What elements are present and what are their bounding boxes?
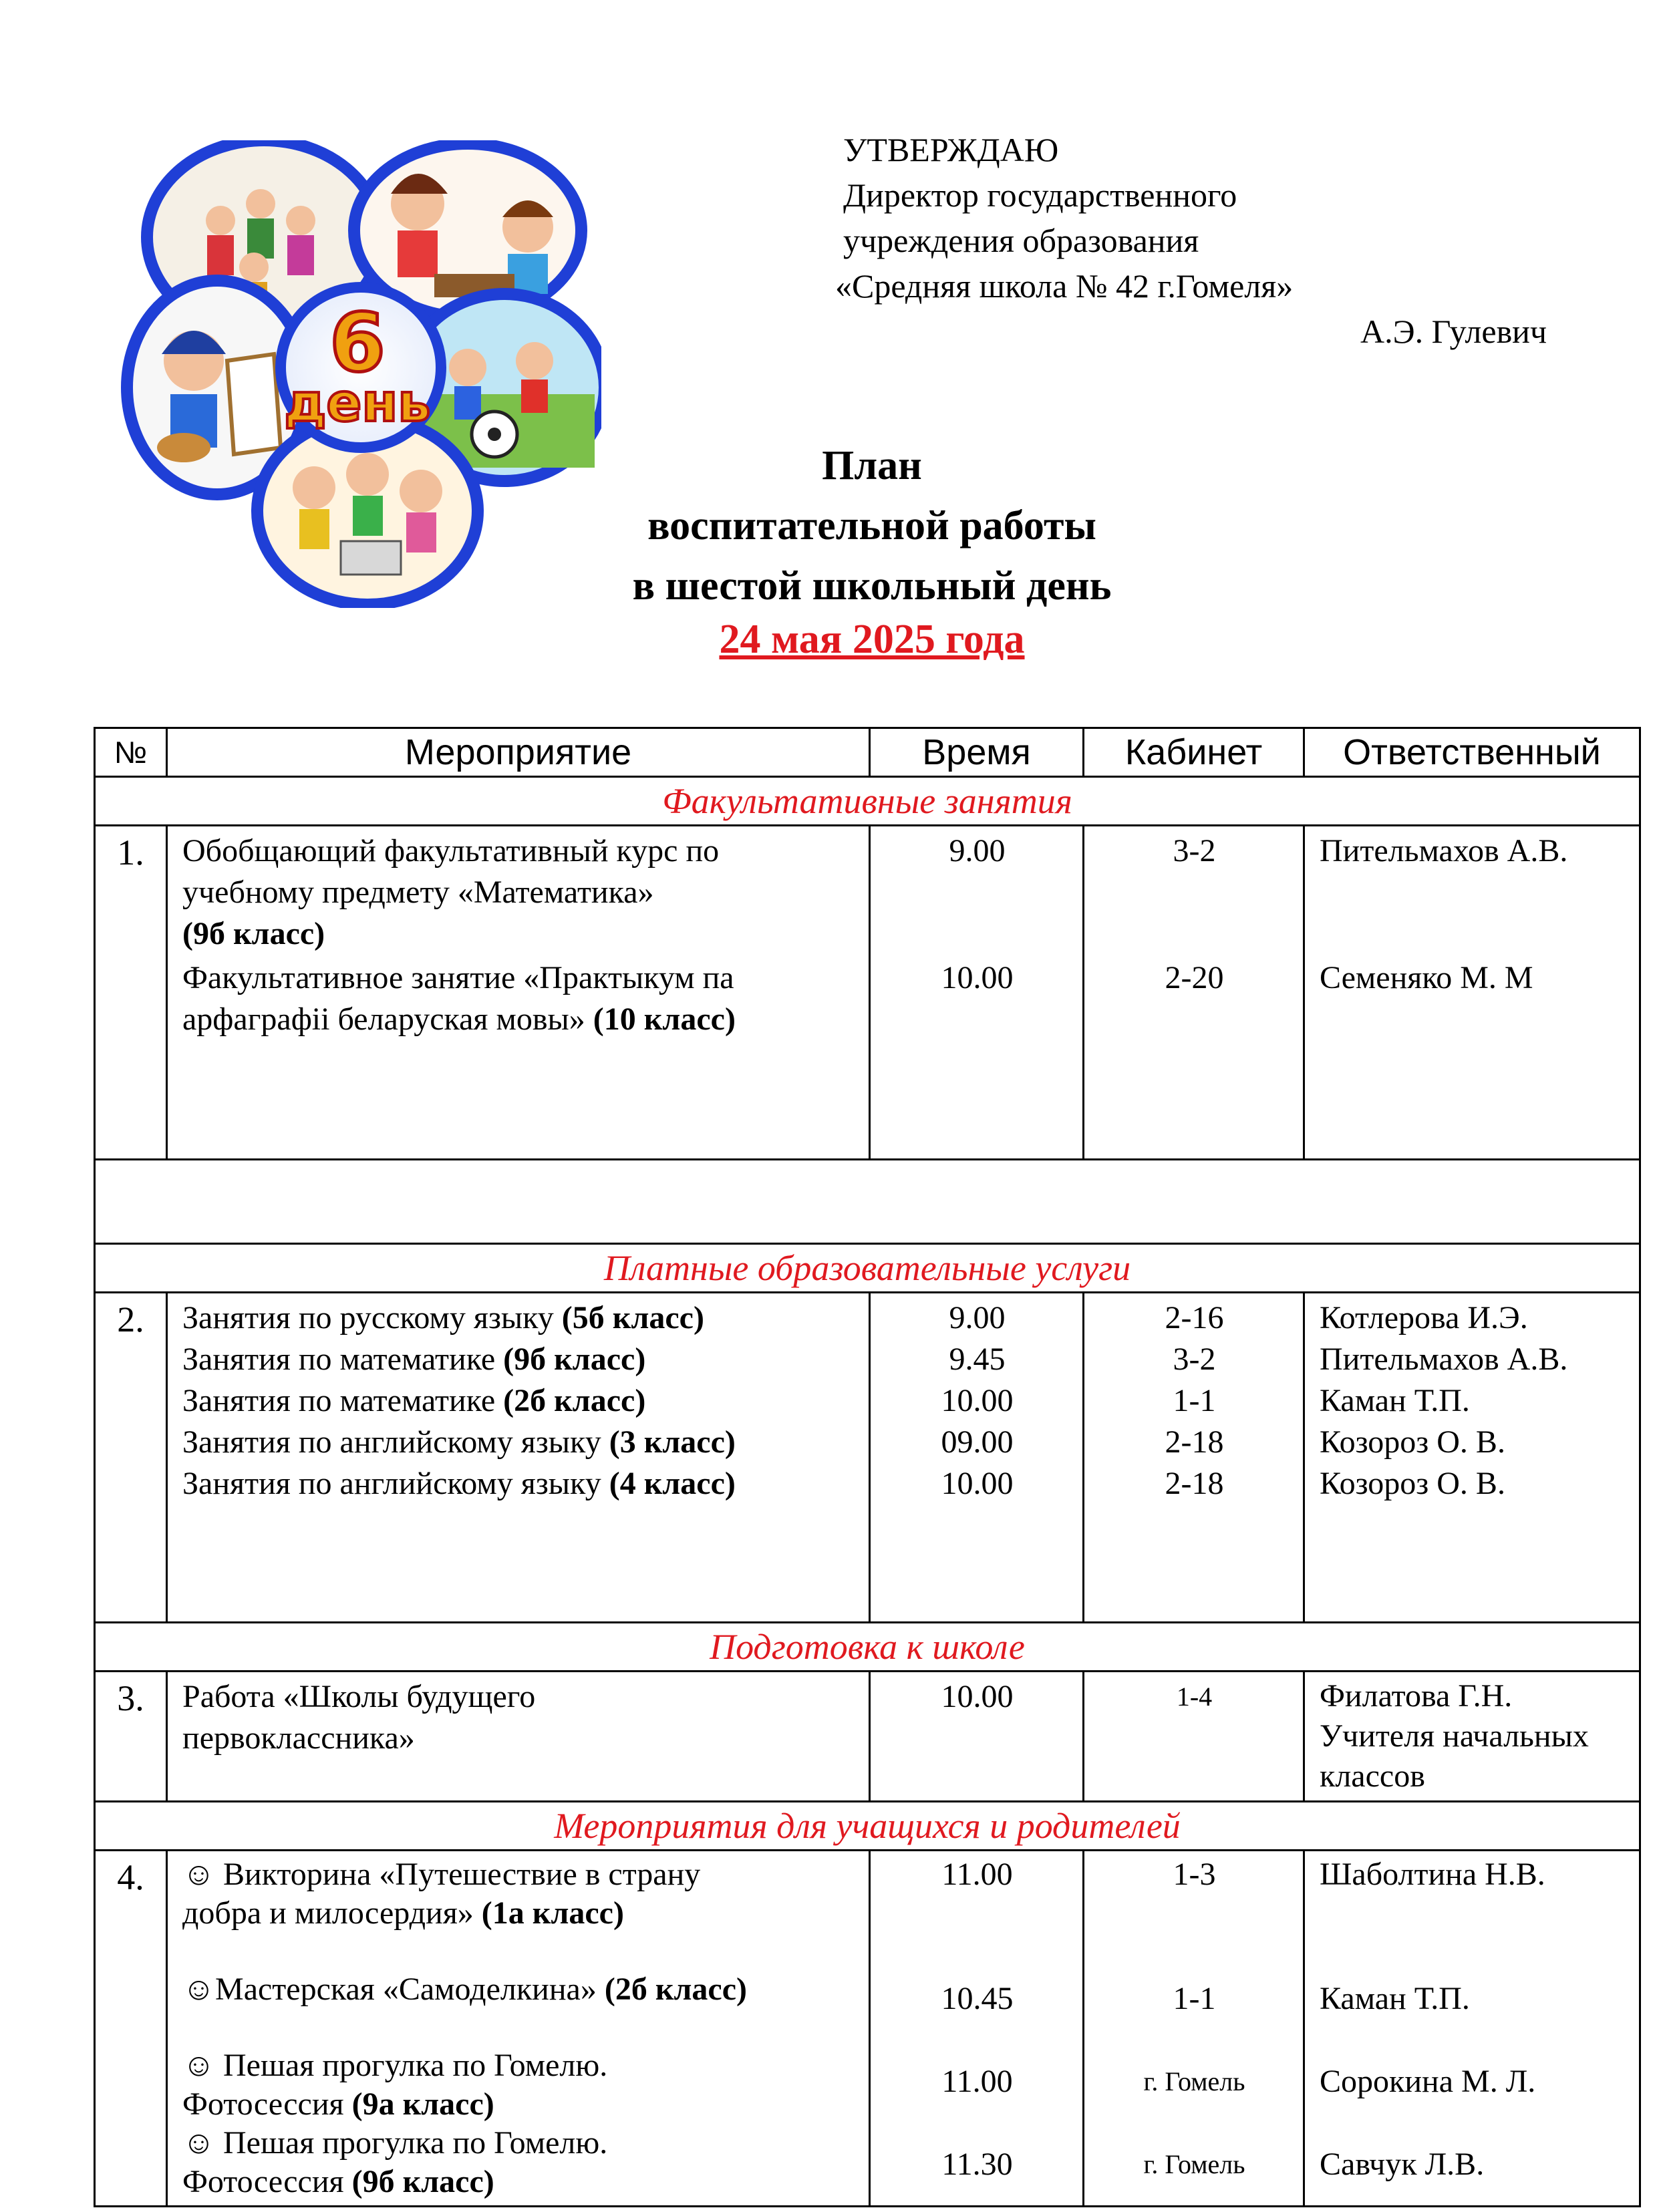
event-time: 9.00 <box>949 1300 1006 1335</box>
room-cell <box>1084 826 1304 1160</box>
section-heading-row <box>95 1802 1640 1851</box>
event-person: Сорокина М. Л. <box>1320 2064 1536 2099</box>
header-time: Время <box>870 728 1084 777</box>
event-time: 10.00 <box>941 960 1014 995</box>
approval-line-1: Директор государственного <box>843 176 1237 214</box>
event-text: Фотосессия <box>182 2164 344 2199</box>
event-text: Факультативное занятие «Практыкум па <box>182 960 734 995</box>
event-room: г. Гомель <box>1143 2149 1245 2179</box>
event-room: 1-1 <box>1173 1383 1216 1418</box>
event-text: арфаграфіі беларуская мовы» <box>182 1001 585 1037</box>
event-person: Семеняко М. М <box>1320 960 1533 995</box>
event-class: (3 класс) <box>601 1424 736 1460</box>
event-room: г. Гомель <box>1143 2066 1245 2096</box>
event-cell <box>167 826 870 1160</box>
event-time: 9.45 <box>949 1341 1006 1377</box>
plan-table <box>94 727 1641 2207</box>
event-text: Занятия по английскому языку <box>182 1424 601 1460</box>
approval-signer: А.Э. Гулевич <box>1360 313 1547 350</box>
event-person: Учителя начальных <box>1320 1718 1589 1754</box>
event-person: Савчук Л.В. <box>1320 2147 1485 2182</box>
event-person: Козороз О. В. <box>1320 1424 1505 1460</box>
event-cell <box>167 1851 870 2207</box>
event-person: Каман Т.П. <box>1320 1383 1470 1418</box>
row-number: 2. <box>95 1293 167 1623</box>
event-person: Шаболтина Н.В. <box>1320 1857 1545 1892</box>
event-cell <box>167 1672 870 1802</box>
event-cell <box>167 1293 870 1623</box>
event-person: Пительмахов А.В. <box>1320 833 1568 868</box>
responsible-cell <box>1304 1293 1640 1623</box>
approval-line-2: учреждения образования <box>843 222 1199 259</box>
room-cell <box>1084 1851 1304 2207</box>
event-room: 2-20 <box>1165 960 1224 995</box>
approval-heading: УТВЕРЖДАЮ <box>843 131 1059 168</box>
event-text: Обобщающий факультативный курс по <box>182 833 720 868</box>
table-header-row <box>95 728 1640 777</box>
time-cell <box>870 1293 1084 1623</box>
event-time: 11.00 <box>941 1857 1013 1892</box>
event-text: Работа «Школы будущего <box>182 1679 536 1714</box>
approval-line-3: «Средняя школа № 42 г.Гомеля» <box>835 267 1294 305</box>
event-text: Занятия по английскому языку <box>182 1466 601 1501</box>
header-room: Кабинет <box>1084 728 1304 777</box>
event-class: (5б класс) <box>553 1300 704 1335</box>
event-text: ☺ Пешая прогулка по Гомелю. <box>182 2125 608 2161</box>
title-line-3: в шестой школьный день <box>632 563 1112 609</box>
section-title: Факультативные занятия <box>95 777 1640 826</box>
event-time: 11.30 <box>941 2147 1013 2182</box>
event-person: Каман Т.П. <box>1320 1981 1470 2016</box>
event-person: классов <box>1320 1758 1425 1794</box>
row-number: 3. <box>95 1672 167 1802</box>
responsible-cell <box>1304 826 1640 1160</box>
event-time: 11.00 <box>941 2064 1013 2099</box>
time-cell <box>870 1851 1084 2207</box>
table-row <box>95 1293 1640 1623</box>
event-time: 10.00 <box>941 1466 1014 1501</box>
event-class: (9б класс) <box>495 1341 646 1377</box>
logo-number: 6 <box>329 297 386 390</box>
event-text: Занятия по русскому языку <box>182 1300 554 1335</box>
room-cell <box>1084 1293 1304 1623</box>
section-title: Мероприятия для учащихся и родителей <box>95 1802 1640 1851</box>
event-text: первоклассника» <box>182 1720 415 1756</box>
title-date: 24 мая 2025 года <box>719 617 1025 662</box>
event-person: Козороз О. В. <box>1320 1466 1505 1501</box>
event-class: (9б класс) <box>182 916 325 951</box>
section-title: Подготовка к школе <box>95 1623 1640 1672</box>
event-room: 1-1 <box>1173 1981 1216 2016</box>
logo-center <box>281 287 441 448</box>
event-class: (9а класс) <box>343 2086 494 2122</box>
time-cell <box>870 826 1084 1160</box>
time-cell <box>870 1672 1084 1802</box>
event-room: 3-2 <box>1173 833 1216 868</box>
event-person: Филатова Г.Н. <box>1320 1678 1513 1714</box>
table-row <box>95 1672 1640 1802</box>
responsible-cell <box>1304 1672 1640 1802</box>
header-responsible: Ответственный <box>1304 728 1640 777</box>
event-text: Фотосессия <box>182 2086 344 2122</box>
title-line-2: воспитательной работы <box>647 503 1096 548</box>
header-number: № <box>95 728 167 777</box>
event-room: 1-3 <box>1173 1857 1216 1892</box>
event-text: добра и милосердия» <box>182 1895 474 1931</box>
event-class: (2б класс) <box>596 1971 748 2007</box>
event-text: учебному предмету «Математика» <box>182 875 654 910</box>
event-class: (2б класс) <box>495 1383 646 1418</box>
event-time: 10.45 <box>941 1981 1014 2016</box>
logo-word: день <box>284 373 431 434</box>
event-class: (10 класс) <box>585 1001 736 1037</box>
table-row <box>95 1851 1640 2207</box>
row-number: 4. <box>95 1851 167 2207</box>
event-room: 2-16 <box>1165 1300 1224 1335</box>
event-time: 09.00 <box>941 1424 1014 1460</box>
event-room: 2-18 <box>1165 1424 1224 1460</box>
header-event: Мероприятие <box>167 728 870 777</box>
responsible-cell <box>1304 1851 1640 2207</box>
event-class: (9б класс) <box>343 2164 494 2199</box>
event-time: 10.00 <box>941 1679 1014 1714</box>
section-heading-row <box>95 1244 1640 1293</box>
row-number: 1. <box>95 826 167 1160</box>
event-time: 10.00 <box>941 1383 1014 1418</box>
empty-row <box>95 1160 1640 1244</box>
event-room: 2-18 <box>1165 1466 1224 1501</box>
room-cell <box>1084 1672 1304 1802</box>
title-line-1: План <box>822 443 922 488</box>
event-text: Занятия по математике <box>182 1383 496 1418</box>
event-room: 1-4 <box>1176 1682 1213 1712</box>
event-person: Пительмахов А.В. <box>1320 1341 1568 1377</box>
section-title: Платные образовательные услуги <box>95 1244 1640 1293</box>
section-heading-row <box>95 1623 1640 1672</box>
section-heading-row <box>95 777 1640 826</box>
table-row <box>95 826 1640 1160</box>
event-time: 9.00 <box>949 833 1006 868</box>
event-room: 3-2 <box>1173 1341 1216 1377</box>
event-class: (1а класс) <box>473 1895 624 1931</box>
event-text: ☺ Пешая прогулка по Гомелю. <box>182 2048 608 2083</box>
event-person: Котлерова И.Э. <box>1320 1300 1528 1335</box>
event-class: (4 класс) <box>601 1466 736 1501</box>
event-text: Занятия по математике <box>182 1341 496 1377</box>
event-text: ☺Мастерская «Самоделкина» <box>182 1971 597 2007</box>
event-text: ☺ Викторина «Путешествие в страну <box>182 1857 701 1892</box>
